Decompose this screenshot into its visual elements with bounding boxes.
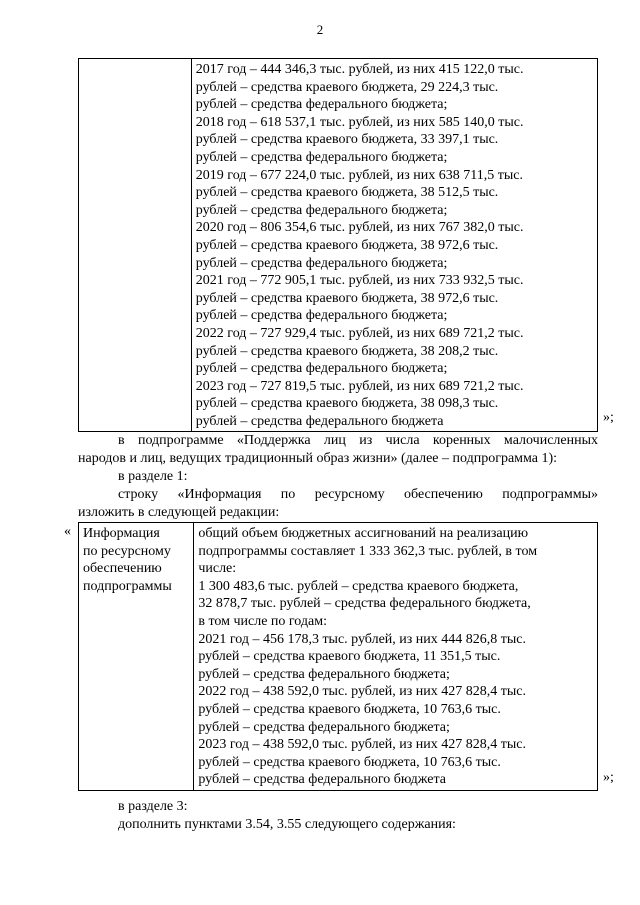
table-line: рублей – средства краевого бюджета, 38 098,3 тыс. [195,396,499,412]
row-heading-line: по ресурсному [83,543,171,559]
table-row [79,59,598,432]
table-cell-row-heading [79,523,194,791]
table-cell-funding-details [194,523,598,791]
table-line: рублей – средства краевого бюджета, 38 972,6 тыс. [195,290,499,306]
table-line: рублей – средства федерального бюджета; [195,202,448,218]
table-line: числе: [198,561,237,577]
table-line: рублей – средства федерального бюджета; [195,308,448,324]
table-line: 32 878,7 тыс. рублей – средства федерального бюджета, [198,596,531,612]
table-line: в том числе по годам: [198,613,327,629]
table-line: 2020 год – 806 354,6 тыс. рублей, из них 767 382,0 тыс. [195,220,524,236]
table-line: общий объем бюджетных ассигнований на реализацию [198,526,529,541]
row-heading-line: Информация [83,526,160,541]
table-line: 1 300 483,6 тыс. рублей – средства краевого бюджета, [198,578,519,594]
table-line: рублей – средства федерального бюджета; [198,719,450,735]
table-line: 2021 год – 772 905,1 тыс. рублей, из них 733 932,5 тыс. [195,273,524,289]
table-row [79,523,598,791]
row-heading-line: подпрограммы [83,578,172,594]
table-line: 2023 год – 438 592,0 тыс. рублей, из них 427 828,4 тыс. [198,737,527,753]
paragraph-subprogram-intro-line2: народов и лиц, ведущих традиционный образ жизни» (далее – подпрограмма 1): [78,451,558,466]
table-line: подпрограммы составляет 1 333 362,3 тыс. рублей, в том [198,543,538,559]
paragraph-section-3: в разделе 3: [118,799,188,814]
page-number: 2 [316,22,324,37]
opening-quote: « [64,524,71,539]
table-line: рублей – средства краевого бюджета, 29 224,3 тыс. [195,79,499,95]
closing-quote-2: »; [603,770,614,785]
table-line: рублей – средства федерального бюджета [195,413,444,429]
table-line: 2019 год – 677 224,0 тыс. рублей, из них 638 711,5 тыс. [195,167,523,183]
table-line: 2021 год – 456 178,3 тыс. рублей, из них 444 826,8 тыс. [198,631,527,647]
paragraph-section-1: в разделе 1: [118,469,188,484]
table-line: рублей – средства краевого бюджета, 10 763,6 тыс. [198,701,501,717]
paragraph-subprogram-intro-line1: в подпрограмме «Поддержка лиц из числа коренных малочисленных [118,433,598,448]
paragraph-add-points: дополнить пунктами 3.54, 3.55 следующего содержания: [118,817,456,832]
table-line: рублей – средства федерального бюджета; [195,361,448,377]
table-line: рублей – средства краевого бюджета, 38 208,2 тыс. [195,343,499,359]
table-line: 2018 год – 618 537,1 тыс. рублей, из них 585 140,0 тыс. [195,114,524,130]
table-line: 2023 год – 727 819,5 тыс. рублей, из них 689 721,2 тыс. [195,378,524,394]
table-line: рублей – средства федерального бюджета; [195,97,448,113]
table-line: 2022 год – 438 592,0 тыс. рублей, из них 427 828,4 тыс. [198,684,527,700]
funding-info-table [78,522,598,791]
table-line: 2022 год – 727 929,4 тыс. рублей, из них 689 721,2 тыс. [195,325,524,341]
table-line: рублей – средства федерального бюджета; [195,149,448,165]
row-heading-line: обеспечению [83,561,162,577]
table-line: рублей – средства краевого бюджета, 11 351,5 тыс. [198,649,501,665]
table-line: рублей – средства краевого бюджета, 38 972,6 тыс. [195,237,499,253]
table-line: рублей – средства краевого бюджета, 10 763,6 тыс. [198,754,501,770]
closing-quote: »; [603,410,614,425]
table-line: рублей – средства федерального бюджета [198,772,446,788]
funding-table-continuation [78,58,598,432]
table-line: рублей – средства федерального бюджета; [198,666,450,682]
table-cell-empty [79,59,192,432]
paragraph-row-replace-line2: изложить в следующей редакции: [78,505,280,520]
paragraph-row-replace-line1: строку «Информация по ресурсному обеспечению подпрограммы» [118,487,598,502]
table-line: рублей – средства краевого бюджета, 33 397,1 тыс. [195,132,499,148]
table-line: рублей – средства краевого бюджета, 38 512,5 тыс. [195,185,499,201]
table-cell-funding-by-year [191,59,597,432]
table-line: рублей – средства федерального бюджета; [195,255,448,271]
table-line: 2017 год – 444 346,3 тыс. рублей, из них 415 122,0 тыс. [195,62,524,77]
